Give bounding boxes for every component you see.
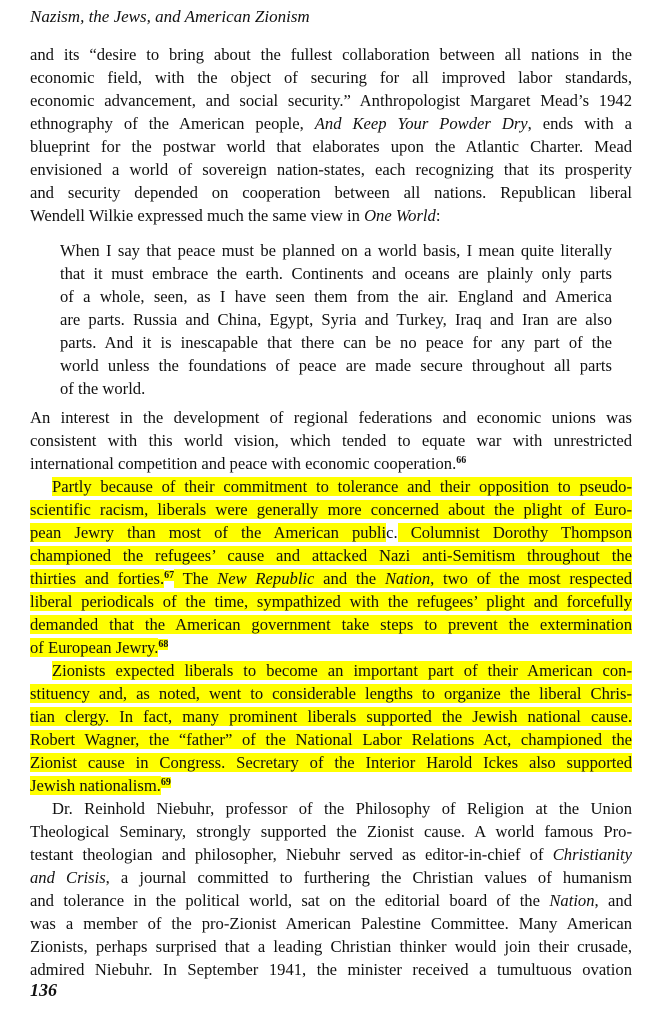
text-line — [30, 843, 632, 866]
text-line — [30, 705, 632, 728]
text-line — [30, 158, 632, 181]
text-line — [30, 544, 632, 567]
text-line — [30, 659, 632, 682]
footnote-marker: 69 — [160, 777, 171, 788]
italic-title: Nation — [549, 891, 595, 910]
text-line — [60, 285, 612, 308]
text-segment: Zionists, perhaps surprised that a leading Christian thinker would join their crusade, — [30, 937, 632, 956]
italic-title: Christianity — [552, 845, 632, 864]
text-segment: The — [174, 569, 218, 588]
text-line — [30, 406, 632, 429]
text-line — [30, 866, 632, 889]
text-segment: Zionists expected liberals to become an important part of their American con- — [52, 661, 632, 680]
text-segment: Theological Seminary, strongly supported the Zionist cause. A world famous Pro- — [30, 822, 632, 841]
text-segment: : — [435, 206, 441, 225]
text-segment: scientific racism, liberals were generally more concerned about the plight of Euro- — [30, 500, 632, 519]
text-segment: that it must embrace the earth. Continents and oceans are plainly only parts — [60, 264, 612, 283]
text-segment: Columnist Dorothy Thompson — [397, 523, 633, 542]
text-segment: admired Niebuhr. In September 1941, the minister received a tumultuous ovation — [30, 960, 632, 979]
text-segment: ethnography of the American people, — [30, 114, 315, 133]
text-line — [30, 204, 632, 227]
text-line — [30, 567, 632, 590]
text-line — [60, 308, 612, 331]
text-line — [30, 728, 632, 751]
text-segment: , two of the most respected — [430, 569, 632, 588]
text-line — [30, 935, 632, 958]
italic-title: New Republic — [217, 569, 315, 588]
text-line — [30, 774, 632, 797]
text-segment: parts. And it is inescapable that there can be no peace for any part of the — [60, 333, 612, 352]
text-segment: Jewish nationalism. — [30, 776, 161, 795]
text-line — [30, 498, 632, 521]
text-line — [30, 590, 632, 613]
text-line — [30, 452, 632, 475]
text-segment: liberal periodicals of the time, sympathized with the refugees’ plight and forcefully — [30, 592, 632, 611]
text-segment: and tolerance in the political world, sat on the editorial board of the — [30, 891, 550, 910]
text-line — [60, 377, 612, 400]
text-segment: , ends with a — [527, 114, 632, 133]
text-line — [30, 797, 632, 820]
text-line — [60, 262, 612, 285]
text-segment: , and — [594, 891, 632, 910]
text-segment: and its “desire to bring about the fullest collaboration between all nations in the — [30, 45, 632, 64]
paragraph — [30, 43, 632, 227]
text-segment: economic advancement, and social security.” Anthropologist Margaret Mead’s 1942 — [30, 91, 632, 110]
paragraph — [30, 797, 632, 981]
text-line — [30, 521, 632, 544]
text-line — [30, 429, 632, 452]
text-segment: Wendell Wilkie expressed much the same view in — [30, 206, 365, 225]
text-segment: was a member of the pro-Zionist American Palestine Committee. Many American — [30, 914, 632, 933]
footnote-marker: 67 — [164, 570, 175, 581]
text-line — [30, 89, 632, 112]
block-quote — [60, 239, 612, 400]
text-segment: and the — [314, 569, 385, 588]
text-line — [30, 889, 632, 912]
footnote-marker: 66 — [456, 455, 467, 466]
text-line — [30, 636, 632, 659]
italic-title: and Crisis — [30, 868, 106, 887]
text-segment: of a whole, seen, as I have seen them from the air. England and America — [60, 287, 612, 306]
text-line — [30, 112, 632, 135]
italic-title: One World — [364, 206, 436, 225]
text-segment: world unless the foundations of peace are made secure throughout all parts — [60, 356, 612, 375]
text-line — [30, 958, 632, 981]
text-segment: pean Jewry than most of the American publi — [30, 523, 387, 542]
page-number: 136 — [30, 980, 57, 1000]
text-segment: tian clergy. In fact, many prominent liberals supported the Jewish national cause. — [30, 707, 632, 726]
text-segment: An interest in the development of regional federations and economic unions was — [30, 408, 632, 427]
text-line — [30, 475, 632, 498]
text-segment: blueprint for the postwar world that elaborates upon the Atlantic Charter. Mead — [30, 137, 632, 156]
text-segment: Zionist cause in Congress. Secretary of the Interior Harold Ickes also supported — [30, 753, 632, 772]
text-line — [60, 239, 612, 262]
text-segment: envisioned a world of sovereign nation-states, each recognizing that its prosperity — [30, 160, 632, 179]
text-segment: testant theologian and philosopher, Niebuhr served as editor-in-chief of — [30, 845, 553, 864]
running-head: Nazism, the Jews, and American Zionism — [30, 7, 310, 26]
text-segment: of the world. — [60, 379, 146, 398]
text-line — [30, 613, 632, 636]
text-segment: c. — [386, 523, 398, 542]
text-segment: economic field, with the object of securing for all improved labor standards, — [30, 68, 632, 87]
italic-title: And Keep Your Powder Dry — [314, 114, 528, 133]
text-segment: stituency and, as noted, went to considerable lengths to organize the liberal Chris- — [30, 684, 632, 703]
text-segment: of European Jewry. — [30, 638, 159, 657]
text-segment: demanded that the American government take steps to prevent the extermination — [30, 615, 632, 634]
text-segment: are parts. Russia and China, Egypt, Syria and Turkey, Iraq and Iran are also — [60, 310, 612, 329]
text-line — [60, 331, 612, 354]
text-segment: Partly because of their commitment to tolerance and their opposition to pseudo- — [52, 477, 632, 496]
text-line — [30, 820, 632, 843]
text-line — [30, 682, 632, 705]
text-segment: When I say that peace must be planned on a world basis, I mean quite literally — [60, 241, 612, 260]
paragraph — [30, 475, 632, 659]
italic-title: Nation — [384, 569, 431, 588]
page-body — [30, 43, 632, 981]
footnote-marker: 68 — [158, 639, 169, 650]
text-line — [60, 354, 612, 377]
text-line — [30, 751, 632, 774]
text-segment: Dr. Reinhold Niebuhr, professor of the Philosophy of Religion at the Union — [52, 799, 632, 818]
text-segment: thirties and forties. — [30, 569, 165, 588]
text-segment: Robert Wagner, the “father” of the National Labor Relations Act, championed the — [30, 730, 632, 749]
text-segment: , a journal committed to furthering the Christian values of humanism — [105, 868, 632, 887]
text-segment: championed the refugees’ cause and attacked Nazi anti-Semitism throughout the — [30, 546, 632, 565]
text-line — [30, 181, 632, 204]
text-line — [30, 912, 632, 935]
text-segment: international competition and peace with economic cooperation. — [30, 454, 457, 473]
paragraph — [30, 406, 632, 475]
text-segment: consistent with this world vision, which tended to equate war with unrestricted — [30, 431, 632, 450]
text-line — [30, 66, 632, 89]
text-segment: and security depended on cooperation between all nations. Republican liberal — [30, 183, 632, 202]
paragraph — [30, 659, 632, 797]
text-line — [30, 135, 632, 158]
text-line — [30, 43, 632, 66]
